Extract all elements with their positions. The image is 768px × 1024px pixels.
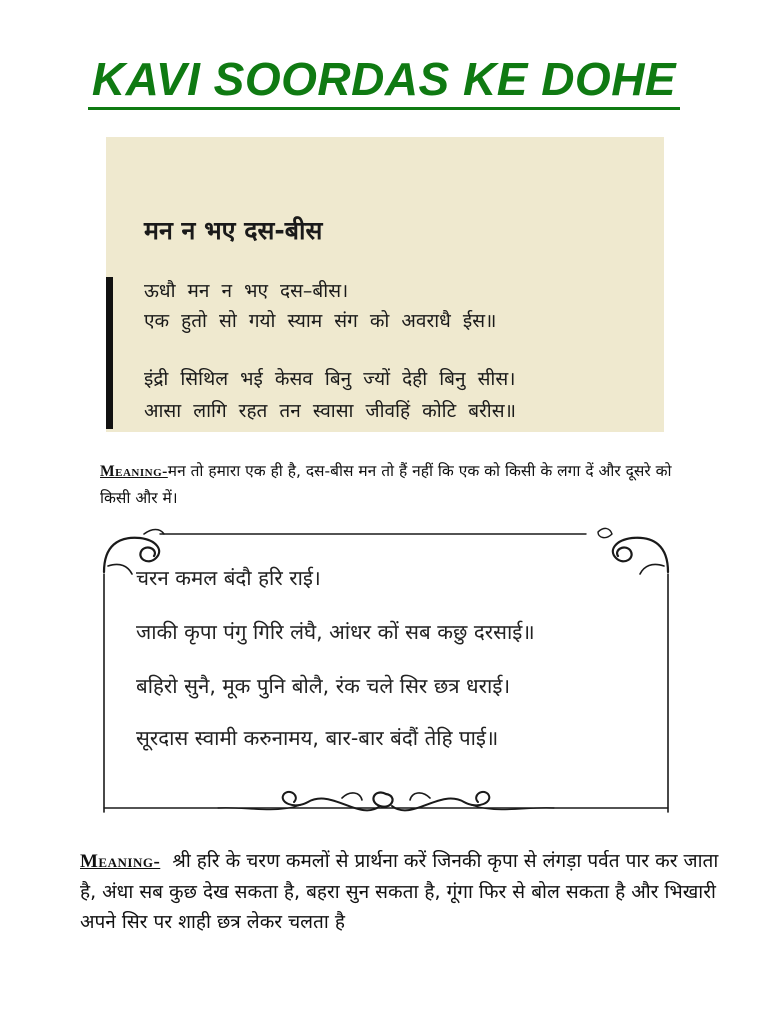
pada-line: सूरदास स्वामी करुनामय, बार-बार बंदौं तेहि पाई॥ — [136, 726, 499, 750]
page-title-text: KAVI SOORDAS KE DOHE — [88, 53, 680, 110]
meaning-paragraph-1 — [100, 458, 700, 512]
ornamental-frame — [98, 526, 674, 828]
quote-bar — [106, 277, 113, 429]
meaning-paragraph-2 — [80, 846, 720, 937]
doha-line: एक हुतो सो गयो स्याम संग को अवराधै ईस॥ — [144, 310, 497, 332]
doha-line: इंद्री सिथिल भई केसव बिनु ज्यों देही बिनु सीस। — [144, 368, 516, 390]
pada-line: जाकी कृपा पंगु गिरि लंघै, आंधर कों सब कछु दरसाई॥ — [136, 620, 535, 644]
doha-line: आसा लागि रहत तन स्वासा जीवहिं कोटि बरीस॥ — [144, 400, 516, 422]
doha-card — [106, 137, 664, 432]
pada-line: बहिरो सुनै, मूक पुनि बोलै, रंक चले सिर छत्र धराई। — [136, 674, 511, 698]
meaning-text: श्री हरि के चरण कमलों से प्रार्थना करें जिनकी कृपा से लंगड़ा पर्वत पार कर जाता है, अंधा सब कुछ देख सकता है, बहरा सुन सकता है, गूंगा फिर से बोल सकता है और भिखारी अपने सिर पर शाही छत्र लेकर चलता है — [80, 850, 719, 933]
page-title — [0, 52, 768, 110]
meaning-text: मन तो हमारा एक ही है, दस-बीस मन तो हैं नहीं कि एक को किसी के लगा दें और दूसरे को किसी और में। — [100, 462, 672, 507]
meaning-label: Meaning- — [100, 463, 168, 480]
meaning-label: Meaning- — [80, 851, 161, 872]
doha-line: ऊधौ मन न भए दस–बीस। — [144, 280, 349, 302]
doha-heading: मन न भए दस-बीस — [144, 216, 323, 245]
pada-line: चरन कमल बंदौ हरि राई। — [136, 566, 321, 590]
